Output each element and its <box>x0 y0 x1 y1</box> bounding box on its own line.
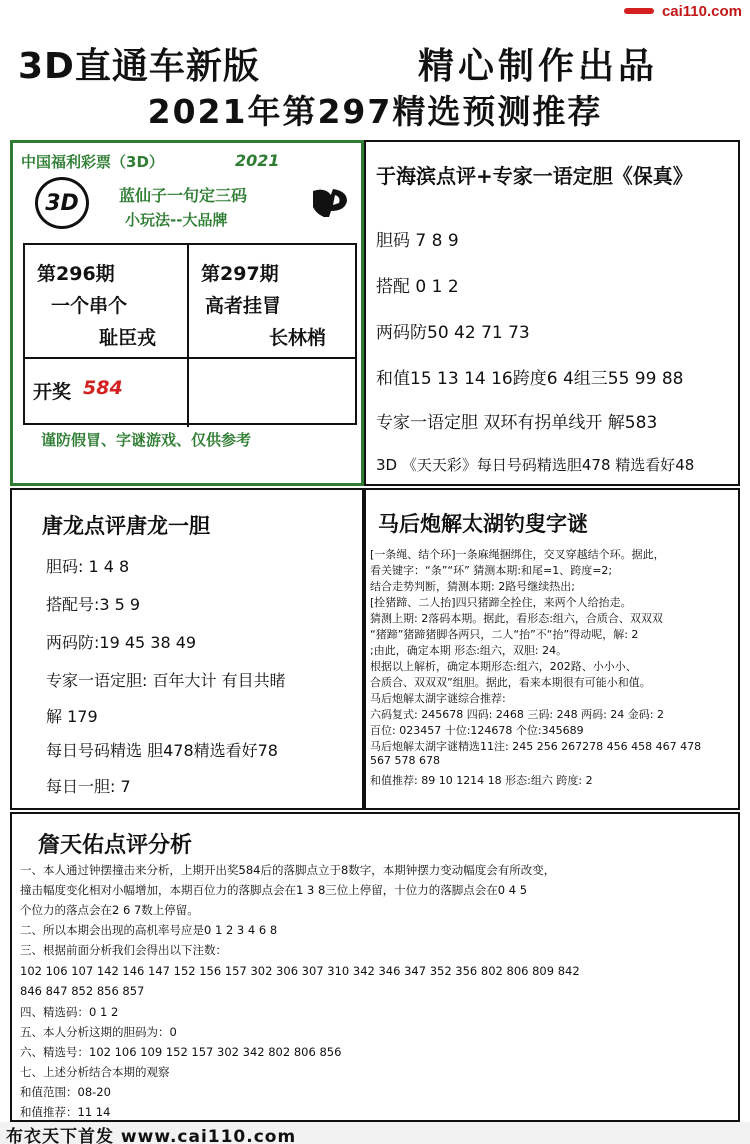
analysis-line: 二、所以本期会出现的高机率号应是0 1 2 3 4 6 8 <box>20 923 278 937</box>
tanglong-line: 搭配号:3 5 9 <box>46 595 141 614</box>
expert-line: 专家一语定胆 双环有拐单线开 解583 <box>376 413 658 433</box>
tanglong-line: 解 179 <box>46 707 98 726</box>
mahoupao-line: 根据以上解析，确定本期形态:组六，202路、小小小、 <box>370 660 637 673</box>
expert-line: 搭配 0 1 2 <box>376 277 459 297</box>
expert-line: 3D 《天天彩》每日号码精选胆478 精选看好48 <box>376 456 695 474</box>
analysis-line: 三、根据前面分析我们会得出以下注数： <box>20 943 227 957</box>
footer-credit: 布衣天下首发 www.cai110.com <box>0 1122 750 1144</box>
cur-riddle-line-2: 长林梢 <box>269 327 327 349</box>
card-year: 2021 <box>235 151 280 170</box>
draw-number: 584 <box>83 377 123 399</box>
cur-issue: 第297期 <box>201 263 279 285</box>
prev-riddle-line-1: 一个串个 <box>51 295 128 317</box>
analysis-line: 846 847 852 856 857 <box>20 984 145 998</box>
draw-label: 开奖 <box>33 381 72 403</box>
tanglong-panel <box>10 488 364 810</box>
mahoupao-line: [拴猪蹄、二人抬]四只猪蹄全拴住，来两个人给抬走。 <box>370 596 632 609</box>
card-title: 中国福利彩票（3D） <box>21 153 164 171</box>
expert-panel-title: 于海滨点评+专家一语定胆《保真》 <box>376 164 693 188</box>
expert-line: 两码防50 42 71 73 <box>376 323 530 343</box>
analysis-line: 一、本人通过钟摆撞击来分析，上期开出奖584后的落脚点立于8数字，本期钟摆力变动幅度会有所改变， <box>20 863 556 877</box>
tanglong-line: 两码防:19 45 38 49 <box>46 633 197 652</box>
analysis-line: 四、精选码：0 1 2 <box>20 1005 119 1019</box>
analysis-line: 六、精选号：102 106 109 152 157 302 342 802 806 856 <box>20 1045 342 1059</box>
cur-riddle-line-1: 高者挂冒 <box>205 295 282 317</box>
mahoupao-title: 马后炮解太湖钓叟字谜 <box>378 512 588 536</box>
header-right-title: 精心制作出品 <box>418 46 659 87</box>
mahoupao-line: 结合走势判断，猜测本期: 2路号继续热出; <box>370 580 575 593</box>
lottery-emblem-icon <box>309 185 351 221</box>
analysis-line: 和值范围：08-20 <box>20 1085 111 1099</box>
mahoupao-line: [一条绳、结个环]一条麻绳捆绑住，交叉穿越结个环。据此， <box>370 548 665 561</box>
brand-url[interactable]: cai110.com <box>661 2 742 20</box>
riddle-grid <box>23 243 357 425</box>
analysis-line: 撞击幅度变化相对小幅增加，本期百位力的落脚点会在1 3 8三位上停留，十位力的落脚点会在0 4 5 <box>20 883 528 897</box>
prev-riddle-line-2: 耻臣戎 <box>99 327 157 349</box>
grid-divider <box>25 357 355 359</box>
site-brand[interactable] <box>590 0 750 22</box>
zhantianyou-title: 詹天佑点评分析 <box>38 833 193 858</box>
expert-line: 和值15 13 14 16跨度6 4组三55 99 88 <box>376 369 684 389</box>
mahoupao-line: 马后炮解太湖字谜精选11注: 245 256 267278 456 458 467 478 <box>370 740 702 753</box>
lottery-card <box>10 140 364 486</box>
zhantianyou-panel <box>10 812 740 1122</box>
grid-divider <box>187 245 189 427</box>
mahoupao-line: ;由此，确定本期 形态:组六，双胆: 24。 <box>370 644 568 657</box>
card-slogan-2: 小玩法--大品牌 <box>125 211 228 229</box>
mahoupao-line: 猜测上期: 2落码本期。据此，看形态:组六，合质合、双双双 <box>370 612 663 625</box>
tanglong-title: 唐龙点评唐龙一胆 <box>42 514 210 538</box>
mahoupao-line: 看关键字：“条”“环” 猜测本期:和尾=1、跨度=2; <box>370 564 613 577</box>
analysis-line: 五、本人分析这期的胆码为：0 <box>20 1025 177 1039</box>
mahoupao-line: 六码复式: 245678 四码: 2468 三码: 248 两码: 24 金码: 2 <box>370 708 664 721</box>
expert-panel <box>364 140 740 486</box>
mahoupao-line: 马后炮解太湖字谜综合推荐: <box>370 692 506 705</box>
brand-mark-icon <box>624 8 654 14</box>
analysis-line: 个位力的落点会在2 6 7数上停留。 <box>20 903 199 917</box>
analysis-line: 102 106 107 142 146 147 152 156 157 302 306 307 310 342 346 347 352 356 802 806 809 842 <box>20 964 580 978</box>
tanglong-line: 胆码: 1 4 8 <box>46 557 130 576</box>
mahoupao-panel <box>364 488 740 810</box>
tanglong-line: 每日一胆: 7 <box>46 777 131 796</box>
card-footer: 谨防假冒、字谜游戏、仅供参考 <box>41 431 252 449</box>
mahoupao-line: “猪蹄”猪蹄猪脚各两只，二人“抬”不“抬”得动呢，解: 2 <box>370 628 639 641</box>
3d-logo-icon <box>35 177 89 229</box>
mahoupao-line: 百位: 023457 十位:124678 个位:345689 <box>370 724 584 737</box>
header-left-title: 3D直通车新版 <box>18 46 260 87</box>
analysis-line: 七、上述分析结合本期的观察 <box>20 1065 170 1079</box>
logo-text: 3D <box>45 190 79 216</box>
mahoupao-line: 合质合、双双双”组胆。据此，看来本期很有可能小和值。 <box>370 676 651 689</box>
mahoupao-line: 567 578 678 <box>370 754 440 767</box>
prev-issue: 第296期 <box>37 263 115 285</box>
tanglong-line: 专家一语定胆: 百年大计 有目共睹 <box>46 671 286 690</box>
header-subtitle: 2021年第297精选预测推荐 <box>147 92 603 131</box>
expert-line: 胆码 7 8 9 <box>376 231 459 251</box>
tanglong-line: 每日号码精选 胆478精选看好78 <box>46 741 278 760</box>
card-slogan-1: 蓝仙子一句定三码 <box>119 186 248 205</box>
analysis-line: 和值推荐：11 14 <box>20 1105 111 1119</box>
mahoupao-line: 和值推荐: 89 10 1214 18 形态:组六 跨度: 2 <box>370 774 593 787</box>
